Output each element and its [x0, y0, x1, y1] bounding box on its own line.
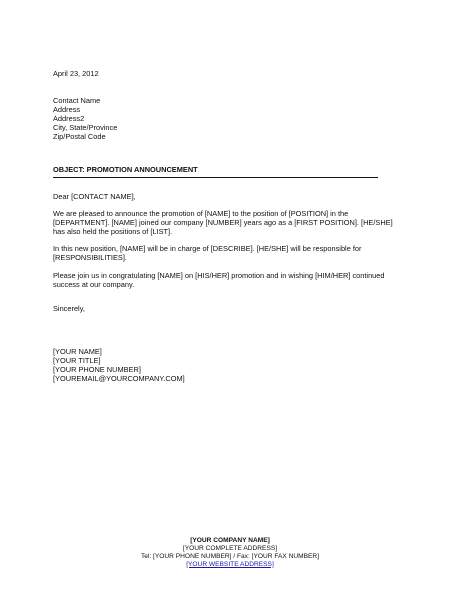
signature-block — [53, 348, 383, 384]
date-text: April 23, 2012 — [53, 69, 99, 78]
paragraph-3-line: success at our company. — [53, 279, 135, 289]
paragraph-3-line: Please join us in congratulating [NAME] on [HIS/HER] promotion and in wishing [HIM/HER] continued — [53, 271, 385, 280]
body-paragraph-2 — [53, 245, 383, 263]
address-line-city: City, State/Province — [53, 122, 118, 132]
subject-divider — [53, 177, 378, 178]
address-line-zip: Zip/Postal Code — [53, 131, 106, 141]
footer-phone-fax: Tel: [YOUR PHONE NUMBER] / Fax: [YOUR FAX NUMBER] — [140, 552, 320, 560]
paragraph-1-line: has also held the positions of [LIST]. — [53, 226, 173, 236]
address-line-1: Address — [53, 104, 81, 114]
letter-subject — [53, 166, 383, 175]
letter-date — [53, 70, 383, 79]
paragraph-2-line: [RESPONSIBILITIES]. — [53, 252, 127, 262]
address-line-2: Address2 — [53, 113, 85, 123]
footer-address: [YOUR COMPLETE ADDRESS] — [182, 544, 278, 552]
letter-closing — [53, 305, 383, 314]
closing-text: Sincerely, — [53, 304, 85, 313]
signature-title: [YOUR TITLE] — [53, 355, 101, 365]
signature-phone: [YOUR PHONE NUMBER] — [53, 364, 141, 374]
address-line-contact: Contact Name — [53, 96, 101, 105]
recipient-address — [53, 97, 383, 142]
letter-salutation — [53, 193, 383, 202]
salutation-text: Dear [CONTACT NAME], — [53, 192, 136, 201]
letter-footer — [0, 537, 460, 569]
footer-company-name: [YOUR COMPANY NAME] — [190, 537, 270, 544]
body-paragraph-3 — [53, 272, 383, 290]
signature-email: [YOUREMAIL@YOURCOMPANY.COM] — [53, 373, 185, 383]
signature-name: [YOUR NAME] — [53, 347, 102, 356]
subject-text: OBJECT: PROMOTION ANNOUNCEMENT — [53, 165, 198, 174]
paragraph-2-line: In this new position, [NAME] will be in charge of [DESCRIBE]. [HE/SHE] will be responsible for — [53, 244, 362, 253]
body-paragraph-1 — [53, 209, 393, 237]
footer-website-link[interactable]: [YOUR WEBSITE ADDRESS] — [186, 560, 274, 568]
paragraph-1-line: [DEPARTMENT]. [NAME] joined our company [NUMBER] years ago as a [FIRST POSITION]. [HE/SHE] — [53, 217, 393, 227]
paragraph-1-line: We are pleased to announce the promotion of [NAME] to the position of [POSITION] in the — [53, 209, 349, 218]
